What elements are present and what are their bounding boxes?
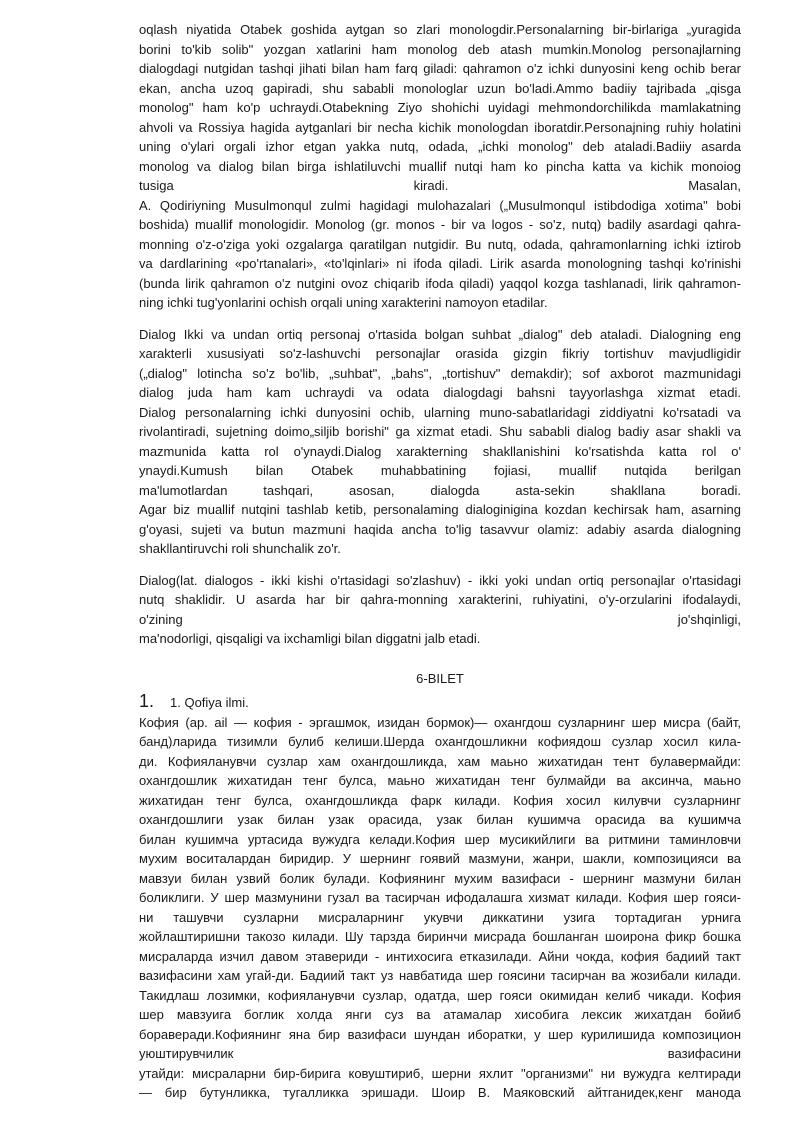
text-line: Dialog personalarning ichki dunyosini ochib, ularning muno-sabatlaridagi ziddiyatni ko'rsatadi va — [139, 404, 741, 420]
text-line: (bunda lirik qahramon o'z nutgini ovoz chiqarib ifoda qiladi) yaqqol kozga tashlanadi, lirik qahramon- — [139, 275, 741, 291]
text-line: банд)ларида тизимли булиб келиши.Шерда охангдошликни кофиядош сузлар хосил кила- — [139, 734, 741, 749]
text-line: бораверади.Кофиянинг яна бир вазифаси шундан иборатки, у шер курилишида композицион — [139, 1026, 741, 1042]
text-line: dialogdagi nutgidan tashqi jihati bilan ham farq giladi: qahramon o'z ichki dunyosini keng ochib berar — [139, 61, 741, 76]
text-line: утайди: мисраларни бир-бирига ковуштириб, шерни яхлит "организми" ни вужудга келтиради — [139, 1065, 741, 1081]
question-title-text: 1. Qofiya ilmi. — [170, 695, 249, 710]
text-line: мавзуи билан узвий болик булади. Кофиянинг мухим вазифаси - шернинг мазмуни билан — [139, 870, 741, 886]
text-line: shakllantiruvchi roli shunchalik zo'r. — [139, 541, 341, 556]
text-line: охангдошлиги узак билан узак орасида, узак билан кушимча орасида ва кушимча — [139, 812, 741, 827]
text-line: boshida) muallif monologidir. Monolog (gr. monos - bir va logos - so'z, nutq) badily asardagi qahra- — [139, 217, 741, 232]
text-line: („dialog" lotincha so'z bo'lib, „suhbat", „bahs", „tortishuv" demakdir); sof axborot mazmunidagi — [139, 365, 741, 381]
text-line: rivolantiradi, sujetning doimo„siljib borishi" ga xizmat etadi. Shu sababli dialog badiy asar shakli va — [139, 424, 741, 439]
text-line: Такидлаш лозимки, кофияланувчи сузлар, одатда, шер гояси окимидан келиб чикади. Кофия — [139, 987, 741, 1003]
text-line: ди. Кофияланувчи сузлар хам охангдошликда, хам маьно жихатидан тент булавермайди: — [139, 753, 741, 769]
qofiya-paragraph — [139, 713, 741, 1103]
text-line: monning o'z-o'ziga yoki ozgalarga qaratilgan nutgidir. Bu nutq, odada, qahramonlarning ichki iztirob — [139, 236, 741, 252]
text-line: Dialog(lat. dialogos - ikki kishi o'rtasidagi so'zlashuv) - ikki yoki undan ortiq personajlar o'rtasidagi — [139, 572, 741, 588]
text-line: — бир бутунликка, тугалликка эришади. Шоир В. Маяковский айтганидек,кенг манода — [139, 1085, 741, 1100]
question-number: 1. — [139, 691, 155, 711]
text-line: uning o'ylari orgali izhor etgan yakka nutq, odada, „ichki monolog" deb ataladi.Badiiy asarda — [139, 139, 741, 154]
text-line: охангдошлик жихатидан тенг булса, маьно жихатидан тенг булмайди ва аксинча, маьно — [139, 773, 741, 788]
text-line: tusiga kiradi. Masalan, — [139, 178, 741, 193]
text-line: ahvoli va Rossiya hagida aytganlari bir necha kichik monologdan iboratdir.Personajning ruhiy holatini — [139, 119, 741, 135]
text-line: A. Qodiriyning Musulmonqul zulmi hagidagi mulohazalari („Musulmonqul istibdodiga xotima" bobi — [139, 197, 741, 213]
text-line: ynaydi.Kumush bilan Otabek muhabbatining fojiasi, muallif nutqida berilgan — [139, 463, 741, 478]
text-line: шер мавзуига боглик холда янги суз ва атамалар хисобига лексик жихатдан бойиб — [139, 1007, 741, 1022]
text-line: вазифасини хам угай-ди. Бадиий такт уз навбатида шер гоясини тасирчан ва жозибали килади. — [139, 968, 741, 983]
text-line: nutq shaklidir. U asarda har bir qahra-monning xarakterini, ruhiyatini, o'y-orzularini ifodalaydi, — [139, 592, 741, 607]
text-line: monolog va dialog bilan birga ishlatiluvchi muallif nutqi ham ko pincha katta va kichik monoiog — [139, 158, 741, 174]
text-line: жихатидан тенг булса, охангдошликда фарк килади. Кофия хосил килувчи сузларнинг — [139, 792, 741, 808]
dialog-definition-paragraph — [139, 571, 741, 649]
text-line: mazmunida katta rol o'ynaydi.Dialog xarakterning shakllanishini ko'rsatishda katta rol o' — [139, 443, 741, 459]
text-line: Кофия (ар. аil — кофия - эргашмок, изидан бормок)— охангдош сузларнинг шер мисра (байт, — [139, 714, 741, 730]
text-line: Agar biz muallif nutqini tashlab ketib, personalaming dialoginigina kozdan kechirsak ham, asarning — [139, 502, 741, 517]
document-page — [139, 20, 741, 1103]
text-line: va dardlarining «po'rtanalari», «to'lqinlari» ni ifoda qiladi. Lirik asarda monologning tashqi ko'rinishi — [139, 256, 741, 271]
text-line: dialog juda ham kam uchraydi va odata dialogdagi bahsni tayyorlashga xizmat etadi. — [139, 385, 741, 400]
text-line: боликлиги. У шер мазмунини гузал ва тасирчан ифодалашга хизмат килади. Кофия шер гояси- — [139, 890, 741, 905]
text-line: g'oyasi, sujeti va butun mazmuni haqida ancha to'lig tasavvur olamiz: adabiy asarda dialogning — [139, 521, 741, 537]
text-line: уюштирувчилик вазифасини — [139, 1046, 741, 1061]
text-line: билан кушимча уртасида вужудга келади.Кофия шер мусикийлиги ва ритмини таминловчи — [139, 831, 741, 847]
text-line: Dialog Ikki va undan ortiq personaj o'rtasida bolgan suhbat „dialog" deb ataladi. Dialogning eng — [139, 326, 741, 342]
monolog-paragraph — [139, 20, 741, 313]
text-line: monolog" ham ko'p uchraydi.Otabekning Ziyo shohichi uyidagi mehmondorchilikda mamlakatning — [139, 100, 741, 115]
text-line: мисраларда изчил давом этавериди - интихосига етказилади. Айни чокда, кофия бадиий такт — [139, 948, 741, 964]
text-line: жойлаштиришни такозо килади. Шу тарзда биринчи мисрада бошланган шоирона фикр бошка — [139, 929, 741, 944]
text-line: ни ташувчи сузларни мисраларнинг укувчи диккатини узига тортадиган урнига — [139, 909, 741, 925]
text-line: xarakterli xususiyati so'z-lashuvchi personajlar orasida gizgin fikriy tortishuv mavjudligidir — [139, 346, 741, 361]
text-line: ma'lumotlardan tashqari, asosan, dialogda asta-sekin shakllana boradi. — [139, 482, 741, 498]
text-line: ekan, ancha uzoq gapiradi, shu sababli monologlar uzun bo'ladi.Ammo badiiy tajribada „qisga — [139, 80, 741, 96]
ticket-heading: 6-BILET — [416, 670, 464, 686]
text-line: o'zining jo'shqinligi, — [139, 611, 741, 627]
text-line: мухим воситалардан биридир. У шернинг гоявий мазмуни, жанри, шакли, композицияси ва — [139, 851, 741, 866]
text-line: borini to'kib solib" yozgan xatlarini ham monolog deb atash mumkin.Monolog personajlarning — [139, 41, 741, 57]
question-title — [139, 692, 741, 713]
dialog-paragraph — [139, 325, 741, 559]
text-line: ning ichki tug'yonlarini ochish orqali uning xarakterini namoyon etadilar. — [139, 295, 548, 310]
text-line: ma'nodorligi, qisqaligi va ixchamligi bilan diggatni jalb etadi. — [139, 631, 481, 646]
text-line: oqlash niyatida Otabek goshida aytgan so zlari monologdir.Personalarning bir-birlariga „yuragida — [139, 22, 741, 37]
